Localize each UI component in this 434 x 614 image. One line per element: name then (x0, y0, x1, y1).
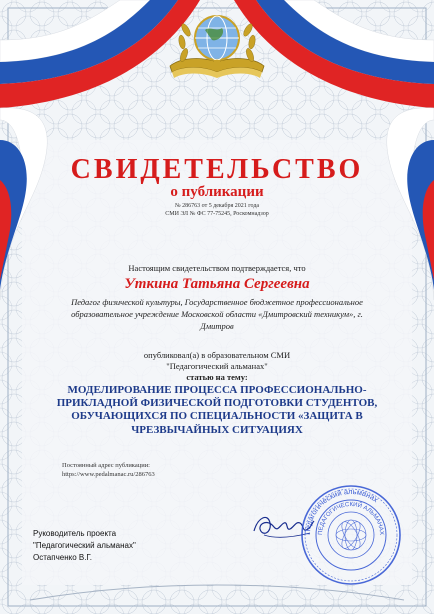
stamp-inner-text: ПЕДАГОГИЧЕСКИЙ АЛЬМАНАХ (317, 501, 385, 536)
published-text: опубликовал(а) в образовательном СМИ (143, 350, 291, 360)
publication-url[interactable]: https://www.pedalmanac.ru/286763 (62, 471, 155, 478)
signer-name: Остапченко В.Г. (33, 553, 93, 562)
svg-text:ПЕДАГОГИЧЕСКИЙ АЛЬМАНАХ (318, 501, 384, 535)
signer-project: "Педагогический альманах" (33, 541, 136, 550)
url-label: Постоянный адрес публикации: (62, 462, 150, 469)
stamp-outer-text: Педагогический альманах (302, 486, 381, 536)
media-registration: СМИ ЭЛ № ФС 77-75245, Роскомнадзор (165, 211, 269, 217)
confirm-text: Настоящим свидетельством подтверждается, что (128, 263, 306, 273)
article-label: статью на тему: (186, 372, 248, 382)
signer-position: Руководитель проекта (33, 529, 117, 538)
stamp-icon (300, 484, 402, 586)
registration-number: № 286763 от 5 декабря 2021 года (174, 203, 260, 209)
person-name: Уткина Татьяна Сергеевна (124, 276, 310, 292)
certificate-subtitle: о публикации (170, 184, 264, 200)
person-description: Педагог физической культуры, Государственное бюджетное профессиональное образовательное учреждение Московской области «Дмитровский техникум», г. Дмитров (71, 297, 363, 331)
article-title: МОДЕЛИРОВАНИЕ ПРОЦЕССА ПРОФЕССИОНАЛЬНО-ПРИКЛАДНОЙ ФИЗИЧЕСКОЙ ПОДГОТОВКИ СТУДЕНТОВ, ОБУЧАЮЩИХСЯ ПО СПЕЦИАЛЬНОСТИ «ЗАЩИТА В ЧРЕЗВЫЧАЙНЫХ СИТУАЦИЯХ (56, 384, 378, 436)
certificate-title: СВИДЕТЕЛЬСТВО (70, 154, 364, 185)
journal-name: "Педагогический альманах" (166, 361, 268, 371)
